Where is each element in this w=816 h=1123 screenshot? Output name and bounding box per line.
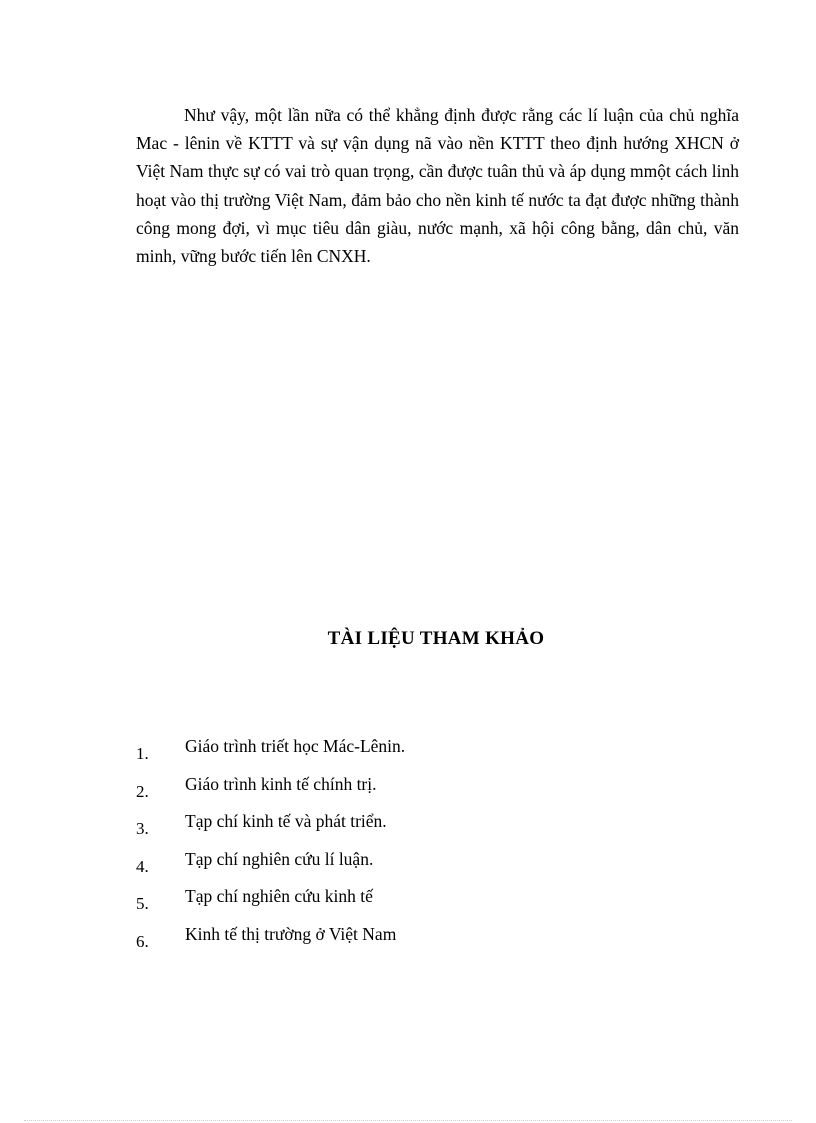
reference-number: 4. bbox=[136, 856, 149, 876]
reference-item-5 bbox=[136, 886, 656, 924]
reference-number: 3. bbox=[136, 819, 149, 838]
reference-item-4 bbox=[136, 849, 656, 887]
reference-list bbox=[136, 736, 656, 961]
reference-title: Tạp chí nghiên cứu lí luận. bbox=[185, 848, 374, 869]
reference-number: 1. bbox=[136, 744, 149, 763]
reference-item-1 bbox=[136, 736, 656, 774]
references-heading: TÀI LIỆU THAM KHẢO bbox=[327, 628, 545, 649]
reference-title: Giáo trình triết học Mác-Lênin. bbox=[185, 736, 406, 756]
page-bottom-divider bbox=[24, 1120, 792, 1121]
reference-item-2 bbox=[136, 774, 656, 812]
reference-title: Tạp chí nghiên cứu kinh tế bbox=[185, 886, 373, 906]
reference-item-3 bbox=[136, 811, 656, 849]
conclusion-paragraph: Như vậy, một lần nữa có thể khẳng định được rằng các lí luận của chủ nghĩa Mac - lênin về KTTT và sự vận dụng nã vào nền KTTT theo định hướng XHCN ở Việt Nam thực sự có vai trò quan trọng, cần được tuân thủ và áp dụng mmột cách linh hoạt vào thị trường Việt Nam, đảm bảo cho nền kinh tế nước ta đạt được những thành công mong đợi, vì mục tiêu dân giàu, nước mạnh, xã hội công bằng, dân chủ, văn minh, vững bước tiến lên CNXH. bbox=[136, 105, 739, 267]
reference-number: 2. bbox=[136, 781, 149, 801]
reference-number: 5. bbox=[136, 894, 149, 913]
reference-number: 6. bbox=[136, 931, 149, 951]
reference-title: Kinh tế thị trường ở Việt Nam bbox=[185, 923, 397, 944]
reference-title: Tạp chí kinh tế và phát triển. bbox=[185, 811, 387, 831]
reference-title: Giáo trình kinh tế chính trị. bbox=[185, 773, 377, 794]
reference-item-6 bbox=[136, 924, 656, 962]
